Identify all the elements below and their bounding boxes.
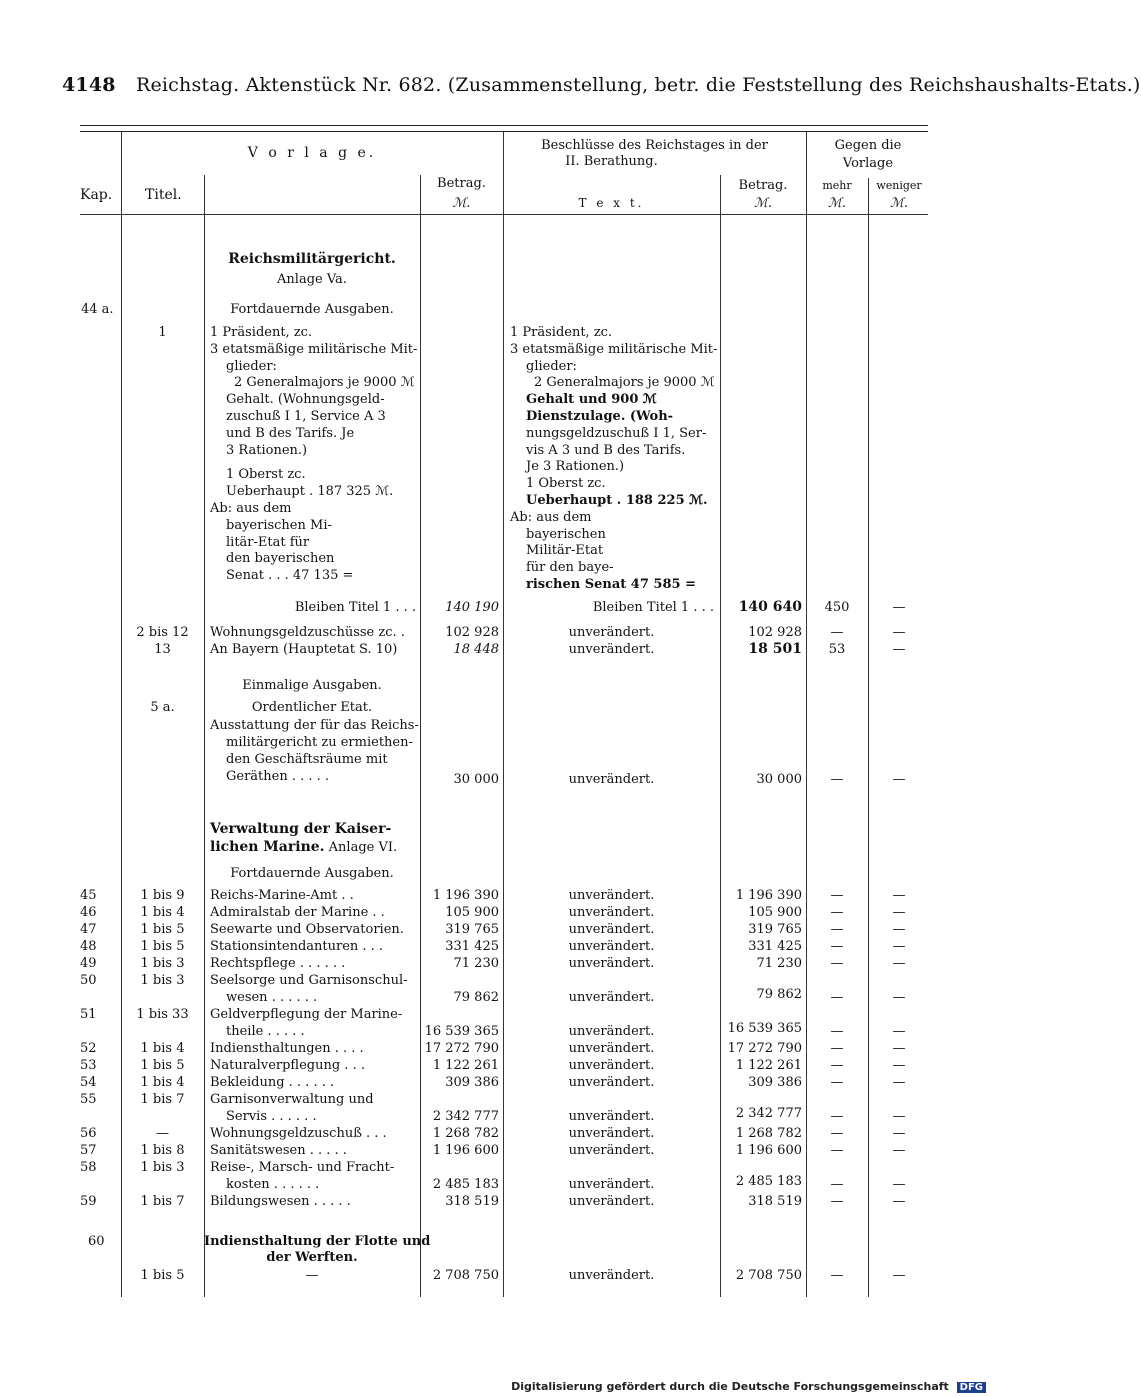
- section-anlage: Anlage VI.: [328, 840, 398, 855]
- row4-line: militärgericht zu ermiethen-: [226, 735, 413, 750]
- fortdauernde-heading: Fortdauernde Ausgaben.: [230, 866, 394, 881]
- row-weniger: —: [892, 1041, 906, 1056]
- vorlage-line: Gehalt. (Wohnungsgeld-: [226, 392, 385, 408]
- row-label-cont: wesen . . . . . .: [226, 990, 318, 1005]
- row-label-cont: kosten . . . . . .: [226, 1177, 320, 1192]
- beratung-heading: II. Berathung.: [565, 154, 658, 169]
- header-bottom-rule: [80, 214, 928, 215]
- row-weniger: —: [892, 922, 906, 937]
- row-mehr: —: [830, 1194, 844, 1209]
- row-weniger: —: [892, 1268, 906, 1283]
- kap-number: 59: [80, 1194, 97, 1209]
- page-number: 4148: [62, 74, 116, 96]
- row-betrag-2: 331 425: [748, 939, 802, 954]
- beschluss-line: 3 etatsmäßige militärische Mit-: [510, 341, 718, 357]
- row-betrag-2: 18 501: [748, 641, 802, 657]
- row-label: —: [305, 1268, 319, 1283]
- kap-number: 55: [80, 1092, 97, 1107]
- row-text: unverändert.: [568, 642, 655, 657]
- row-weniger: —: [892, 1058, 906, 1073]
- row-label: Wohnungsgeldzuschuß . . .: [210, 1126, 387, 1141]
- row-weniger: —: [892, 939, 906, 954]
- row-text: unverändert.: [568, 1075, 655, 1090]
- weniger-heading: weniger: [876, 179, 922, 192]
- row-label: Admiralstab der Marine . .: [210, 905, 385, 920]
- row-text: unverändert.: [568, 772, 655, 787]
- beschluss-line: Ueberhaupt . 188 225 ℳ.: [526, 493, 708, 508]
- row-mehr: —: [830, 888, 844, 903]
- row4-line: den Geschäftsräume mit: [226, 752, 388, 767]
- titel-number: 1 bis 7: [140, 1092, 185, 1107]
- row-text: unverändert.: [568, 1177, 655, 1192]
- beschluss-line: Gehalt und 900 ℳ: [526, 392, 657, 408]
- titel-number: 1 bis 33: [136, 1007, 189, 1022]
- kap-number: 45: [80, 888, 97, 903]
- vorlage-line: Ab: aus dem: [210, 501, 292, 516]
- row-label: Sanitätswesen . . . . .: [210, 1143, 347, 1158]
- row-betrag-2: 1 196 390: [735, 888, 802, 903]
- row-betrag: 318 519: [445, 1194, 499, 1209]
- beschluss-line: glieder:: [526, 358, 577, 374]
- beschluss-line: bayerischen: [526, 526, 606, 542]
- row-betrag: 331 425: [445, 939, 499, 954]
- row-weniger: —: [892, 642, 906, 657]
- row-weniger: —: [892, 1109, 906, 1124]
- titel-number: —: [156, 1126, 169, 1141]
- vorlage-line: 2 Generalmajors je 9000 ℳ: [234, 375, 415, 391]
- row-betrag-2: 318 519: [748, 1194, 802, 1209]
- row-weniger: —: [892, 1075, 906, 1090]
- beschluss-line: 1 Oberst zc.: [526, 476, 606, 492]
- row-label: Naturalverpflegung . . .: [210, 1058, 365, 1073]
- vorlage-line: 3 Rationen.): [226, 442, 308, 458]
- row-betrag: 102 928: [445, 625, 499, 640]
- vorlage-line: Senat . . . 47 135 =: [226, 568, 354, 584]
- row-mehr: —: [830, 1143, 844, 1158]
- row-mehr: —: [830, 625, 844, 640]
- row-mehr: —: [830, 990, 844, 1005]
- row-label: Garnisonverwaltung und: [210, 1092, 374, 1107]
- row-betrag: 2 708 750: [432, 1268, 499, 1283]
- row-mehr: —: [830, 922, 844, 937]
- mark-unit: ℳ.: [452, 196, 471, 211]
- titel-number: 5 a.: [150, 700, 175, 715]
- row-label: Bekleidung . . . . . .: [210, 1075, 335, 1090]
- row-weniger: —: [892, 1126, 906, 1141]
- kap-number: 51: [80, 1007, 97, 1022]
- beschluss-line: Militär-Etat: [526, 543, 604, 559]
- vorlage-line: glieder:: [226, 358, 277, 374]
- row-betrag-2: 2 708 750: [735, 1268, 802, 1283]
- running-header: [62, 74, 1141, 96]
- row-betrag-2: 105 900: [748, 905, 802, 920]
- row-text: unverändert.: [568, 990, 655, 1005]
- row-label-cont: Servis . . . . . .: [226, 1109, 317, 1124]
- beschluss-line: 1 Präsident, zc.: [510, 325, 613, 340]
- row-label: Geldverpflegung der Marine-: [210, 1007, 403, 1022]
- betrag-heading: Betrag.: [437, 176, 486, 191]
- kap-number: 53: [80, 1058, 97, 1073]
- kap-number: 57: [80, 1143, 97, 1158]
- section-title-cont: lichen Marine.: [210, 839, 325, 855]
- row-betrag: 309 386: [445, 1075, 499, 1090]
- row-text: unverändert.: [568, 1126, 655, 1141]
- kap-number: 58: [80, 1160, 97, 1175]
- vorlage-line: Ueberhaupt . 187 325 ℳ.: [226, 484, 394, 500]
- titel-number: 1 bis 3: [140, 973, 185, 988]
- row-mehr: —: [830, 1041, 844, 1056]
- row-mehr: 53: [828, 642, 846, 657]
- kap-number: 44 a.: [81, 302, 114, 317]
- credit-text: Digitalisierung gefördert durch die Deutsche Forschungsgemeinschaft: [511, 1380, 949, 1393]
- kap-number: 46: [80, 905, 97, 920]
- kap60-title: Indiensthaltung der Flotte und: [204, 1234, 431, 1249]
- row-betrag-2: 1 268 782: [735, 1126, 802, 1141]
- row-betrag: 2 485 183: [432, 1177, 499, 1192]
- beschluesse-heading: Beschlüsse des Reichstages in der: [541, 138, 768, 153]
- ordentlicher-heading: Ordentlicher Etat.: [251, 700, 373, 715]
- fortdauernde-heading: Fortdauernde Ausgaben.: [230, 302, 394, 317]
- row-betrag: 319 765: [445, 922, 499, 937]
- titel-number: 1 bis 8: [140, 1143, 185, 1158]
- titel-number: 1 bis 4: [140, 905, 185, 920]
- row-text: unverändert.: [568, 625, 655, 640]
- einmalige-heading: Einmalige Ausgaben.: [242, 678, 382, 693]
- row-betrag-2: 2 342 777: [735, 1106, 802, 1121]
- bleiben-mehr: 450: [824, 600, 850, 615]
- kap-number: 52: [80, 1041, 97, 1056]
- titel-number: 1 bis 9: [140, 888, 185, 903]
- row-weniger: —: [892, 1143, 906, 1158]
- row-text: unverändert.: [568, 956, 655, 971]
- titel-number: 1 bis 5: [140, 922, 185, 937]
- row-betrag-2: 102 928: [748, 625, 802, 640]
- row-text: unverändert.: [568, 1109, 655, 1124]
- beschluss-line: nungsgeldzuschuß I 1, Ser-: [526, 425, 707, 441]
- row-betrag-2: 17 272 790: [727, 1041, 802, 1056]
- row-betrag-2: 319 765: [748, 922, 802, 937]
- titel-number: 1 bis 5: [140, 939, 185, 954]
- section-title: Reichsmilitärgericht.: [228, 251, 396, 267]
- row-text: unverändert.: [568, 888, 655, 903]
- titel-number: 1: [158, 325, 167, 340]
- row-label: Indiensthaltungen . . . .: [210, 1041, 364, 1056]
- row-betrag: 1 268 782: [432, 1126, 499, 1141]
- mark-unit: ℳ.: [889, 196, 909, 211]
- row-weniger: —: [892, 772, 906, 787]
- titel-heading: Titel.: [145, 187, 182, 203]
- vorlage-line: 3 etatsmäßige militärische Mit-: [210, 341, 418, 357]
- row-weniger: —: [892, 1177, 906, 1192]
- beschluss-line: Ab: aus dem: [510, 509, 592, 525]
- titel-number: 1 bis 5: [140, 1268, 185, 1283]
- row-label: Seelsorge und Garnisonschul-: [210, 973, 408, 988]
- row-text: unverändert.: [568, 1058, 655, 1073]
- row-text: unverändert.: [568, 905, 655, 920]
- vorlage-line: 1 Präsident, zc.: [210, 325, 313, 340]
- titel-number: 1 bis 4: [140, 1041, 185, 1056]
- kap-number: 60: [88, 1234, 105, 1249]
- row-betrag-2: 30 000: [756, 772, 802, 787]
- mark-unit: ℳ.: [753, 196, 773, 211]
- titel-number: 1 bis 7: [140, 1194, 185, 1209]
- row-betrag-2: 2 485 183: [735, 1174, 802, 1189]
- col-divider: [204, 175, 205, 1297]
- row4-line: Ausstattung der für das Reichs-: [210, 718, 419, 733]
- bleiben-betrag-2: 140 640: [738, 599, 802, 615]
- row-betrag: 1 196 600: [432, 1143, 499, 1158]
- vorlage-line: und B des Tarifs. Je: [226, 425, 355, 441]
- row-betrag: 17 272 790: [424, 1041, 499, 1056]
- kap-number: 48: [80, 939, 97, 954]
- row-betrag-2: 1 122 261: [735, 1058, 802, 1073]
- row-betrag: 1 196 390: [432, 888, 499, 903]
- row-weniger: —: [892, 1194, 906, 1209]
- running-title: Reichstag. Aktenstück Nr. 682. (Zusammenstellung, betr. die Feststellung des Reichshaushalts-Etats.): [135, 74, 1141, 96]
- dfg-logo: DFG: [957, 1382, 986, 1393]
- mehr-heading: mehr: [822, 179, 852, 192]
- beschluss-line: Je 3 Rationen.): [526, 459, 625, 475]
- row-betrag: 2 342 777: [432, 1109, 499, 1124]
- kap-number: 49: [80, 956, 97, 971]
- row-mehr: —: [830, 772, 844, 787]
- kap-number: 54: [80, 1075, 97, 1090]
- row-betrag-2: 309 386: [748, 1075, 802, 1090]
- row-betrag: 30 000: [453, 772, 499, 787]
- row-mehr: —: [830, 1177, 844, 1192]
- row-mehr: —: [830, 1075, 844, 1090]
- vorlage-line: 1 Oberst zc.: [226, 467, 306, 483]
- kap-number: 47: [80, 922, 97, 937]
- row-label: An Bayern (Hauptetat S. 10): [210, 642, 398, 657]
- row-mehr: —: [830, 1024, 844, 1039]
- row-betrag: 16 539 365: [424, 1024, 499, 1039]
- vorlage-heading: V o r l a g e.: [247, 145, 377, 161]
- titel-number: 1 bis 4: [140, 1075, 185, 1090]
- row-weniger: —: [892, 956, 906, 971]
- row-label: Reise-, Marsch- und Fracht-: [210, 1160, 395, 1175]
- row-mehr: —: [830, 1268, 844, 1283]
- beschluss-line: rischen Senat 47 585 =: [526, 577, 696, 592]
- row-mehr: —: [830, 1126, 844, 1141]
- bleiben-weniger: —: [892, 600, 906, 615]
- row-label: Stationsintendanturen . . .: [210, 939, 384, 954]
- row-betrag-2: 16 539 365: [727, 1021, 802, 1036]
- table-top-rule: [80, 131, 928, 132]
- row-mehr: —: [830, 956, 844, 971]
- mark-unit: ℳ.: [827, 196, 847, 211]
- row-betrag: 79 862: [453, 990, 499, 1005]
- row-text: unverändert.: [568, 922, 655, 937]
- bleiben-betrag: 140 190: [445, 600, 499, 615]
- row-weniger: —: [892, 990, 906, 1005]
- vorlage-line: zuschuß I 1, Service A 3: [226, 409, 386, 424]
- vorlage-line: den bayerischen: [226, 551, 335, 567]
- row-label: Reichs-Marine-Amt . .: [210, 888, 354, 903]
- row-betrag-2: 79 862: [756, 987, 802, 1002]
- bleiben-label-2: Bleiben Titel 1 . . .: [592, 600, 714, 615]
- kap60-title: der Werften.: [266, 1250, 358, 1265]
- row-label-cont: theile . . . . .: [226, 1024, 305, 1039]
- gegen-heading: Gegen die: [834, 138, 902, 153]
- row-mehr: —: [830, 1109, 844, 1124]
- beschluss-line: vis A 3 und B des Tarifs.: [526, 442, 686, 458]
- titel-number: 1 bis 3: [140, 956, 185, 971]
- vorlage-line: litär-Etat für: [226, 534, 310, 550]
- row-text: unverändert.: [568, 1268, 655, 1283]
- section-title: Verwaltung der Kaiser-: [210, 821, 392, 837]
- titel-number: 2 bis 12: [136, 625, 189, 640]
- gegen-vorlage-heading: Vorlage: [842, 156, 894, 171]
- titel-number: 1 bis 3: [140, 1160, 185, 1175]
- titel-number: 13: [154, 642, 171, 657]
- row-betrag: 105 900: [445, 905, 499, 920]
- row-text: unverändert.: [568, 939, 655, 954]
- row-betrag-2: 1 196 600: [735, 1143, 802, 1158]
- row-betrag: 1 122 261: [432, 1058, 499, 1073]
- kap-number: 56: [80, 1126, 97, 1141]
- kap-number: 50: [80, 973, 97, 988]
- text-heading: T e x t.: [578, 196, 645, 210]
- row-text: unverändert.: [568, 1143, 655, 1158]
- row-weniger: —: [892, 888, 906, 903]
- row-label: Bildungswesen . . . . .: [210, 1194, 351, 1209]
- row-label: Seewarte und Observatorien.: [210, 922, 404, 937]
- row-text: unverändert.: [568, 1041, 655, 1056]
- row-mehr: —: [830, 939, 844, 954]
- beschluss-line: 2 Generalmajors je 9000 ℳ: [534, 375, 715, 391]
- row-mehr: —: [830, 1058, 844, 1073]
- header-rule: [80, 125, 928, 126]
- row-weniger: —: [892, 625, 906, 640]
- row-betrag-2: 71 230: [756, 956, 802, 971]
- titel-number: 1 bis 5: [140, 1058, 185, 1073]
- row-label: Wohnungsgeldzuschüsse zc. .: [210, 625, 405, 640]
- beschluss-line: für den baye-: [526, 560, 614, 576]
- bleiben-label: Bleiben Titel 1 . . .: [294, 600, 416, 615]
- row-betrag: 18 448: [453, 642, 499, 657]
- row-mehr: —: [830, 905, 844, 920]
- section-anlage: Anlage Va.: [277, 272, 347, 287]
- beschluss-line: Dienstzulage. (Woh-: [526, 409, 674, 424]
- betrag2-heading: Betrag.: [738, 178, 788, 193]
- row4-line: Geräthen . . . . .: [226, 769, 330, 784]
- row-weniger: —: [892, 1024, 906, 1039]
- row-label: Rechtspflege . . . . . .: [210, 956, 346, 971]
- row-text: unverändert.: [568, 1194, 655, 1209]
- vorlage-line: bayerischen Mi-: [226, 517, 332, 533]
- row-weniger: —: [892, 905, 906, 920]
- digitization-credit: [511, 1380, 986, 1393]
- row-text: unverändert.: [568, 1024, 655, 1039]
- kap-heading: Kap.: [80, 187, 113, 203]
- row-betrag: 71 230: [453, 956, 499, 971]
